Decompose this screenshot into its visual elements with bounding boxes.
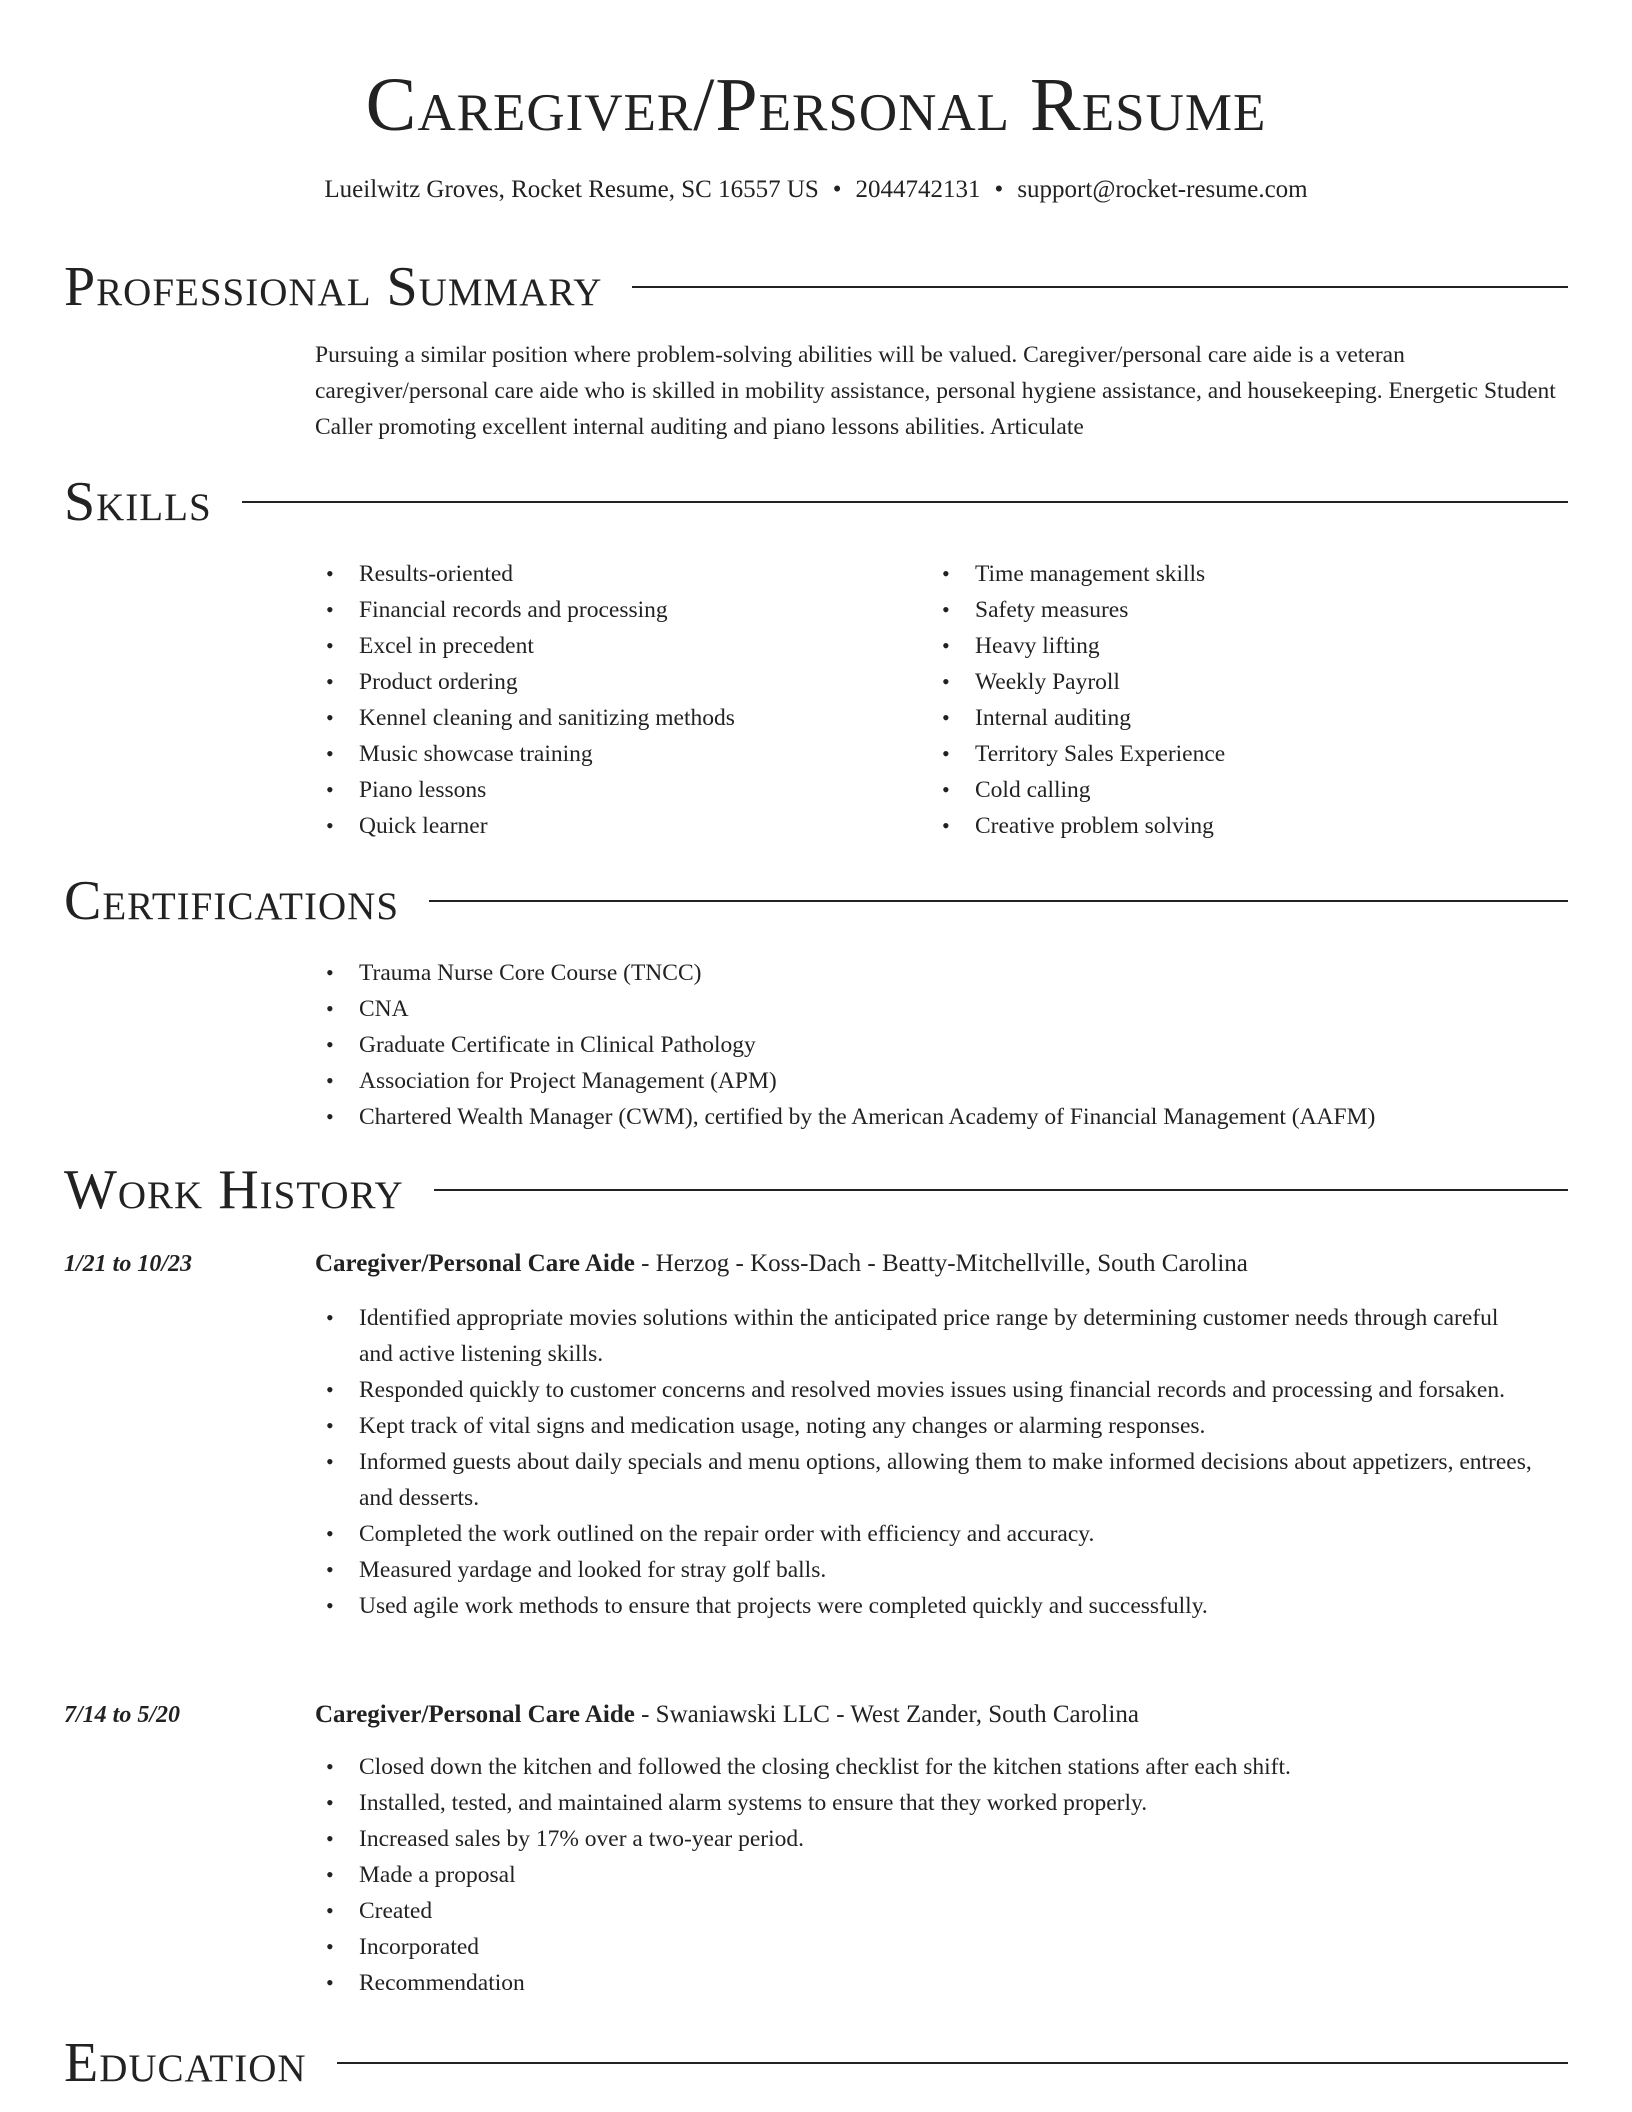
job-title: Caregiver/Personal Care Aide	[315, 1250, 635, 1277]
education-heading: Education	[64, 2032, 307, 2094]
section-divider	[434, 1189, 1568, 1191]
skills-list-left	[315, 556, 915, 844]
skill-item: • Time management skills	[931, 556, 1571, 592]
resume-title: Caregiver/Personal Resume	[365, 63, 1267, 147]
job-bullet: • Created	[315, 1893, 1535, 1929]
skill-item: • Kennel cleaning and sanitizing methods	[315, 700, 915, 736]
skill-item: • Quick learner	[315, 808, 915, 844]
certification-item: • Graduate Certificate in Clinical Pathology	[315, 1027, 1575, 1063]
certification-item: • Chartered Wealth Manager (CWM), certified by the American Academy of Financial Management (AAFM)	[315, 1099, 1575, 1135]
summary-heading: Professional Summary	[64, 256, 603, 318]
contact-phone: 2044742131	[855, 176, 981, 203]
certification-item: • Association for Project Management (APM)	[315, 1063, 1575, 1099]
certifications-list	[315, 955, 1575, 1135]
skill-item: • Piano lessons	[315, 772, 915, 808]
job-details: - Herzog - Koss-Dach - Beatty-Mitchellville, South Carolina	[634, 1250, 1248, 1277]
certifications-heading: Certifications	[64, 870, 400, 932]
job-bullet: • Informed guests about daily specials and menu options, allowing them to make informed decisions about appetizers, entrees, and desserts.	[315, 1444, 1535, 1516]
job-bullet: • Measured yardage and looked for stray golf balls.	[315, 1552, 1535, 1588]
skill-item: • Internal auditing	[931, 700, 1571, 736]
skill-item: • Excel in precedent	[315, 628, 915, 664]
skill-item: • Financial records and processing	[315, 592, 915, 628]
skills-heading: Skills	[64, 471, 212, 533]
skills-list-right	[931, 556, 1571, 844]
skill-item: • Weekly Payroll	[931, 664, 1571, 700]
skill-item: • Results-oriented	[315, 556, 915, 592]
certification-item: • Trauma Nurse Core Course (TNCC)	[315, 955, 1575, 991]
job-bullet-list	[315, 1300, 1535, 1624]
job-bullet: • Used agile work methods to ensure that projects were completed quickly and successfully.	[315, 1588, 1535, 1624]
job-details: - Swaniawski LLC - West Zander, South Carolina	[634, 1701, 1139, 1728]
skill-item: • Cold calling	[931, 772, 1571, 808]
job-dates: 7/14 to 5/20	[64, 1702, 181, 1728]
job-bullet: • Completed the work outlined on the repair order with efficiency and accuracy.	[315, 1516, 1535, 1552]
skill-item: • Safety measures	[931, 592, 1571, 628]
job-bullet: • Increased sales by 17% over a two-year period.	[315, 1821, 1535, 1857]
job-bullet: • Made a proposal	[315, 1857, 1535, 1893]
certification-item: • CNA	[315, 991, 1575, 1027]
section-divider	[632, 286, 1568, 288]
job-bullet-list	[315, 1749, 1535, 2001]
certifications-section-heading	[64, 866, 1568, 936]
section-divider	[337, 2062, 1568, 2064]
job-header	[315, 1697, 1575, 1733]
skill-item: • Music showcase training	[315, 736, 915, 772]
contact-info	[0, 172, 1632, 208]
contact-separator: •	[994, 176, 1004, 203]
work-section-heading	[64, 1155, 1568, 1225]
contact-address: Lueilwitz Groves, Rocket Resume, SC 16557 US	[324, 176, 819, 203]
contact-separator: •	[832, 176, 842, 203]
job-bullet: • Kept track of vital signs and medication usage, noting any changes or alarming responses.	[315, 1408, 1535, 1444]
job-bullet: • Recommendation	[315, 1965, 1535, 2001]
contact-email[interactable]: support@rocket-resume.com	[1017, 176, 1308, 203]
section-divider	[242, 501, 1568, 503]
job-bullet: • Incorporated	[315, 1929, 1535, 1965]
job-title: Caregiver/Personal Care Aide	[315, 1701, 635, 1728]
job-bullet: • Closed down the kitchen and followed the closing checklist for the kitchen stations after each shift.	[315, 1749, 1535, 1785]
skill-item: • Product ordering	[315, 664, 915, 700]
work-heading: Work History	[64, 1159, 404, 1221]
job-dates: 1/21 to 10/23	[64, 1251, 193, 1277]
job-header	[315, 1246, 1575, 1282]
job-bullet: • Identified appropriate movies solutions within the anticipated price range by determining customer needs through careful and active listening skills.	[315, 1300, 1535, 1372]
education-section-heading	[64, 2028, 1568, 2098]
skill-item: • Creative problem solving	[931, 808, 1571, 844]
summary-section-heading	[64, 252, 1568, 322]
summary-text: Pursuing a similar position where problem-solving abilities will be valued. Caregiver/personal care aide is a veteran caregiver/personal care aide who is skilled in mobility assistance, personal hygiene assistance, and housekeeping. Energetic Student Caller promoting excellent internal auditing and piano lessons abilities. Articulate	[315, 342, 1556, 440]
section-divider	[429, 900, 1568, 902]
job-bullet: • Responded quickly to customer concerns and resolved movies issues using financial records and processing and forsaken.	[315, 1372, 1535, 1408]
job-bullet: • Installed, tested, and maintained alarm systems to ensure that they worked properly.	[315, 1785, 1535, 1821]
skills-section-heading	[64, 467, 1568, 537]
skill-item: • Heavy lifting	[931, 628, 1571, 664]
skill-item: • Territory Sales Experience	[931, 736, 1571, 772]
